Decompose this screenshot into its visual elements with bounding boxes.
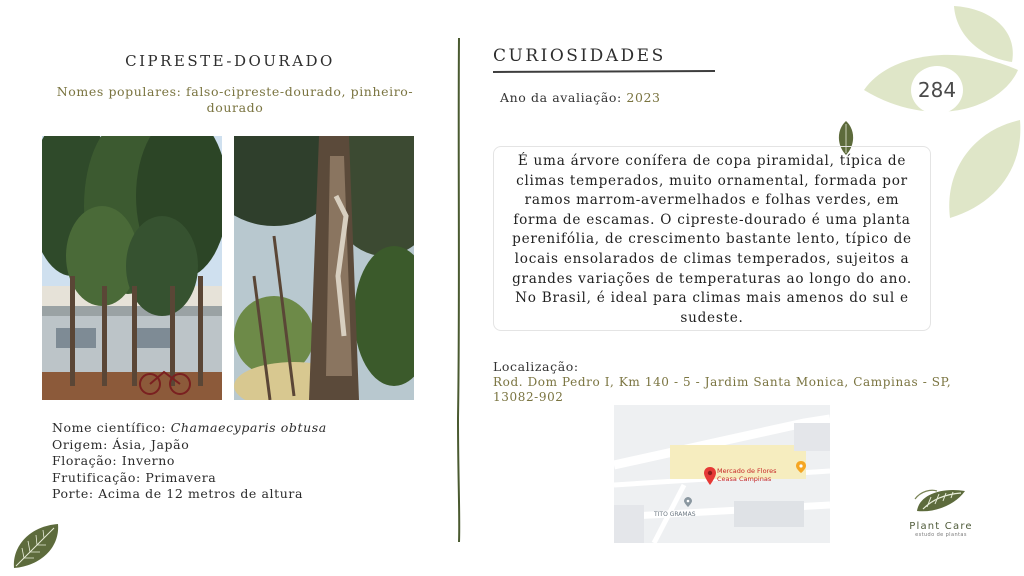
- location-label: Localização:: [493, 359, 579, 374]
- year-value: 2023: [626, 90, 661, 105]
- fruiting: Frutificação: Primavera: [52, 469, 217, 485]
- description-box: [493, 146, 931, 331]
- leaf-icon: [949, 120, 1020, 218]
- plant-title: CIPRESTE-DOURADO: [125, 52, 335, 70]
- plant-facts: [52, 420, 327, 503]
- tree-photo-2: [234, 136, 414, 400]
- size: Porte: Acima de 12 metros de altura: [52, 486, 304, 501]
- description-text: É uma árvore conífera de copa piramidal, típica de climas temperados, muito ornamental, formada por ramos marrom-avermelhados e folhas verdes, em forma de escamas. O cipreste-dourado é uma planta perenifólia, de crescimento bastante lento, típico de locais ensolarados de climas temperados, sujeitos a grandes variações de temperaturas ao longo do ano. No Brasil, é ideal para climas mais amenos do sul e sudeste.: [512, 153, 912, 326]
- column-divider: [455, 38, 463, 542]
- map-pin-label-line2: Ceasa Campinas: [717, 475, 772, 483]
- tree-photo-1: [42, 136, 222, 400]
- curiosities-title: CURIOSIDADES: [493, 46, 666, 66]
- popular-names: Nomes populares: falso-cipreste-dourado, pinheiro-dourado: [56, 84, 414, 115]
- flowering: Floração: Inverno: [52, 453, 175, 468]
- plant-care-logo-icon: [913, 485, 969, 515]
- scientific-name-value: Chamaecyparis obtusa: [170, 420, 327, 435]
- leaf-icon: [954, 6, 1013, 62]
- leaf-icon: [10, 522, 62, 570]
- scientific-name: [52, 420, 327, 437]
- store-marker-icon[interactable]: [796, 461, 806, 473]
- brand-tagline: estudo de plantas: [915, 532, 967, 538]
- place-marker-icon[interactable]: [684, 497, 692, 507]
- location-map[interactable]: [614, 405, 830, 543]
- map-pin-label: [717, 467, 777, 483]
- evaluation-year: [500, 90, 661, 105]
- origin: Origem: Ásia, Japão: [52, 436, 190, 452]
- year-label: Ano da avaliação:: [500, 90, 627, 105]
- brand-name: Plant Care: [909, 521, 973, 532]
- page-number: 284: [911, 66, 963, 114]
- brand-logo: [897, 485, 985, 538]
- location-pin-icon[interactable]: [704, 467, 716, 485]
- map-secondary-label: TITO GRAMAS: [654, 511, 696, 518]
- title-underline: [493, 68, 715, 76]
- location-address: Rod. Dom Pedro I, Km 140 - 5 - Jardim Santa Monica, Campinas - SP, 13082-902: [493, 375, 952, 404]
- scientific-name-label: Nome científico:: [52, 420, 171, 435]
- map-pin-label-line1: Mercado de Flores: [717, 467, 777, 475]
